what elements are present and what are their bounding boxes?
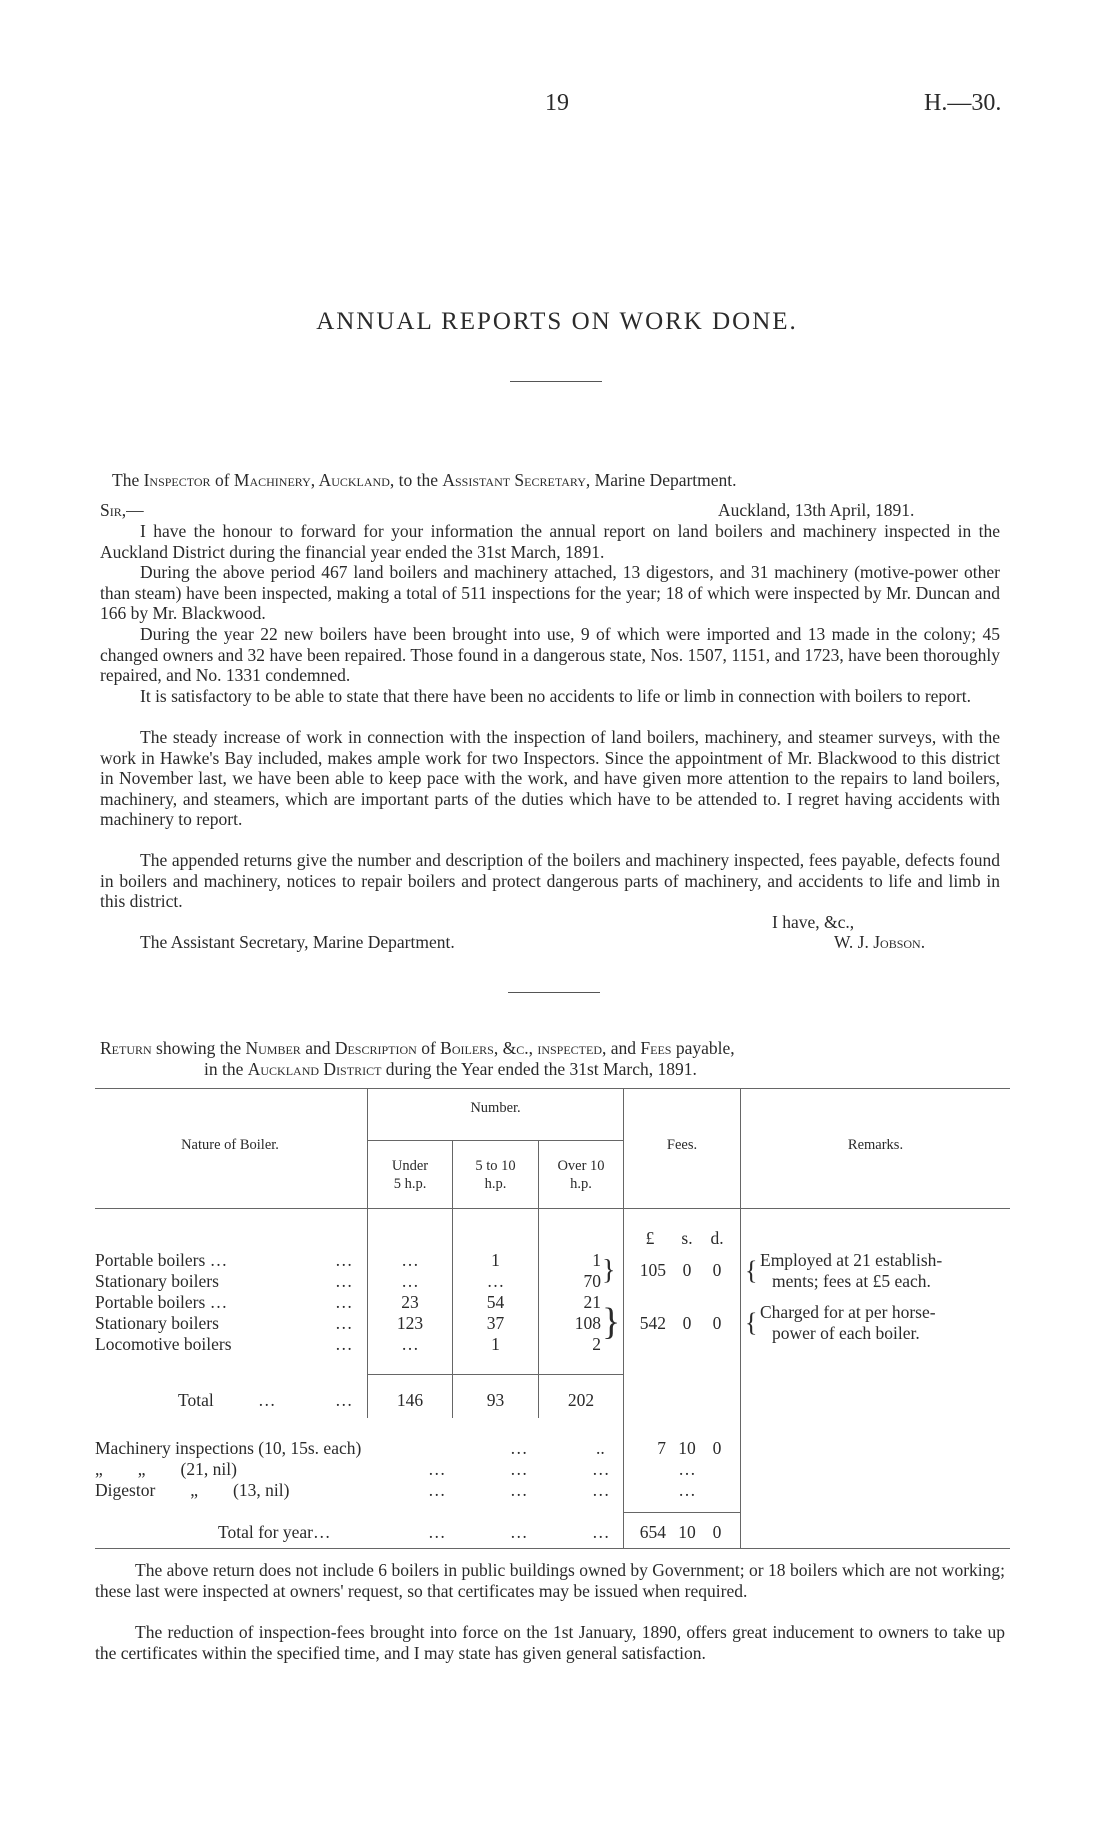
letter-paragraph: The steady increase of work in connection with the inspection of land boilers, machinery, and steamer surveys, with the work in Hawke's Bay included, makes ample work for two Inspectors. Since the appointment of Mr. Blackwood to this district in November last, we have been able to keep pace with the work, and have given more attention to the repairs to land boilers, machinery, and steamers, which are important parts of the duties which have to be attended to. I regret having accidents with machinery to report. [100,727,1000,829]
section-divider [508,992,600,993]
row-dots: … [592,1459,610,1479]
return-heading-text: Boilers, &c., inspected, [440,1038,607,1058]
return-heading-text: showing the [156,1038,242,1058]
letter-closing: I have, &c., [772,912,855,932]
number-subheader-rule [368,1140,623,1141]
heading-machinery: Machinery, Auckland, [233,470,395,490]
total-over: 202 [567,1390,595,1410]
row-dots: … [592,1522,610,1542]
machinery-row: „ „ (21, nil) [95,1459,237,1479]
fee-shillings: 0 [682,1313,692,1333]
total-dots: … [335,1390,353,1410]
heading-secretary: Assistant Secretary, [442,470,591,490]
fee-shillings: 10 [678,1438,696,1458]
return-heading-text: Fees [640,1038,672,1058]
row-under: … [401,1250,419,1270]
row-dots: … [510,1522,528,1542]
row-under: 23 [401,1292,419,1312]
row-over: 21 [583,1292,601,1312]
grand-total-label: Total for year… [218,1522,331,1542]
table-top-rule [95,1088,1010,1089]
header-under: 5 h.p. [393,1176,427,1192]
remark-line: Charged for at per horse- [760,1302,936,1322]
row-dots: … [335,1250,353,1270]
table-header-rule [95,1208,1010,1209]
brace-glyph: } [602,1255,616,1286]
return-heading-text: Return [100,1038,152,1058]
fee-value: … [678,1480,696,1500]
fee-pounds: 542 [639,1313,666,1333]
row-nature: Locomotive boilers [95,1334,232,1354]
heading-text: The [112,470,140,490]
header-nature: Nature of Boiler. [181,1137,279,1153]
header-remarks: Remarks. [847,1137,904,1153]
fee-pounds: 7 [657,1438,666,1458]
fee-pence: 0 [712,1438,722,1458]
fee-pence: 0 [712,1522,722,1542]
heading-inspector: Inspector [143,470,211,490]
row-dots: … [510,1438,528,1458]
return-heading-text: payable, [675,1038,735,1058]
letter-paragraph: It is satisfactory to be able to state that there have been no accidents to life or limb in connection with boilers to report. [140,686,971,706]
row-dots: … [510,1459,528,1479]
remark-line: ments; fees at £5 each. [772,1271,931,1291]
table-bottom-rule [95,1548,1010,1549]
row-dots: … [335,1334,353,1354]
fee-pence: 0 [712,1313,722,1333]
fee-value: … [678,1459,696,1479]
header-fees: Fees. [666,1137,698,1153]
return-heading-text: in the [204,1059,244,1079]
header-number: Number. [470,1100,521,1116]
grand-total-rule [623,1512,740,1513]
letter-paragraph: I have the honour to forward for your information the annual report on land boilers and machinery inspected in the Auckland District during the financial year ended the 31st March, 1891. [100,521,1000,562]
row-dots: … [428,1480,446,1500]
total-mid: 93 [486,1390,505,1410]
row-over: 1 [592,1250,601,1270]
return-heading-text: of [421,1038,436,1058]
heading-text: Marine Department. [594,470,737,490]
heading-text: to the [398,470,438,490]
return-heading-text: Number [245,1038,301,1058]
row-under: … [401,1334,419,1354]
footer-paragraph: The above return does not include 6 boilers in public buildings owned by Government; or 18 boilers which are not working; these last were inspected at owners' request, so that certificates may be issued when required. [95,1560,1005,1601]
row-nature: Portable boilers … [95,1250,228,1270]
page-title: ANNUAL REPORTS ON WORK DONE. [316,308,798,335]
letter-paragraph: During the year 22 new boilers have been brought into use, 9 of which were imported and 13 made in the colony; 45 changed owners and 32 have been repaired. Those found in a dangerous state, Nos. 1507, 1151, and 1723, have been thoroughly repaired, and No. 1331 condemned. [100,624,1000,685]
row-dots: .. [596,1438,605,1458]
row-under: … [401,1271,419,1291]
return-heading-text: and [305,1038,331,1058]
fee-pounds: 105 [639,1260,666,1280]
document-reference: H.—30. [924,90,1002,116]
title-divider [510,381,602,382]
header-under: Under [391,1158,429,1174]
letter-addressee: The Assistant Secretary, Marine Department. [140,932,455,952]
row-over: 2 [592,1334,601,1354]
row-mid: 54 [486,1292,505,1312]
return-heading-text: Description [334,1038,417,1058]
row-mid: … [486,1271,505,1291]
brace-glyph: { [745,1256,758,1285]
remark-line: power of each boiler. [772,1323,920,1343]
heading-text: of [214,470,230,490]
row-over: 70 [583,1271,601,1291]
row-nature: Stationary boilers [95,1271,219,1291]
fee-shillings: 10 [678,1522,696,1542]
row-mid: 1 [491,1250,500,1270]
header-over: Over 10 [557,1158,605,1174]
return-heading-text: and [610,1038,637,1058]
header-5to10: 5 to 10 [475,1158,516,1174]
footer-paragraph: The reduction of inspection-fees brought into force on the 1st January, 1890, offers great inducement to owners to take up the certificates within the specified time, and I may state has given general satisfaction. [95,1622,1005,1663]
total-dots: … [258,1390,276,1410]
remark-line: Employed at 21 establish- [760,1250,943,1270]
row-dots: … [592,1480,610,1500]
total-rule [368,1374,623,1375]
machinery-row: Digestor „ (13, nil) [95,1480,290,1500]
row-dots: … [428,1522,446,1542]
page-number: 19 [545,90,569,116]
row-dots: … [335,1292,353,1312]
row-mid: 1 [491,1334,500,1354]
row-dots: … [335,1271,353,1291]
currency-shillings: s. [681,1228,693,1248]
fee-pence: 0 [712,1260,722,1280]
row-under: 123 [396,1313,424,1333]
brace-glyph: { [745,1308,758,1337]
letter-signature: W. J. Jobson. [834,932,926,952]
salutation: Sir,— [100,500,144,520]
fee-shillings: 0 [682,1260,692,1280]
row-dots: … [428,1459,446,1479]
table-column-divider [623,1088,624,1548]
fee-pounds: 654 [639,1522,666,1542]
letter-paragraph: The appended returns give the number and description of the boilers and machinery inspected, fees payable, defects found in boilers and machinery, notices to repair boilers and protect dangerous parts of machinery, and accidents to life and limb in this district. [100,850,1000,911]
row-dots: … [510,1480,528,1500]
letter-paragraph: During the above period 467 land boilers and machinery attached, 13 digestors, and 31 machinery (motive-power other than steam) have been inspected, making a total of 511 inspections for the year; 18 of which were inspected by Mr. Duncan and 166 by Mr. Blackwood. [100,562,1000,623]
return-heading-text: Auckland District [247,1059,382,1079]
row-over: 108 [574,1313,601,1333]
machinery-row: Machinery inspections (10, 15s. each) [95,1438,362,1458]
header-5to10: h.p. [484,1176,507,1192]
total-label: Total [178,1390,214,1410]
return-heading-text: during the Year ended the 31st March, 1891. [385,1059,697,1079]
letter-heading [112,470,1012,491]
return-heading-line2 [204,1059,697,1080]
currency-pounds: £ [645,1228,655,1248]
brace-glyph: } [602,1301,621,1343]
currency-pence: d. [710,1228,724,1248]
row-dots: … [335,1313,353,1333]
row-mid: 37 [486,1313,505,1333]
total-under: 146 [396,1390,424,1410]
return-heading [100,1038,1010,1059]
row-nature: Portable boilers … [95,1292,228,1312]
letter-date: Auckland, 13th April, 1891. [718,500,915,520]
row-nature: Stationary boilers [95,1313,219,1333]
table-column-divider [740,1088,741,1548]
header-over: h.p. [570,1176,592,1192]
